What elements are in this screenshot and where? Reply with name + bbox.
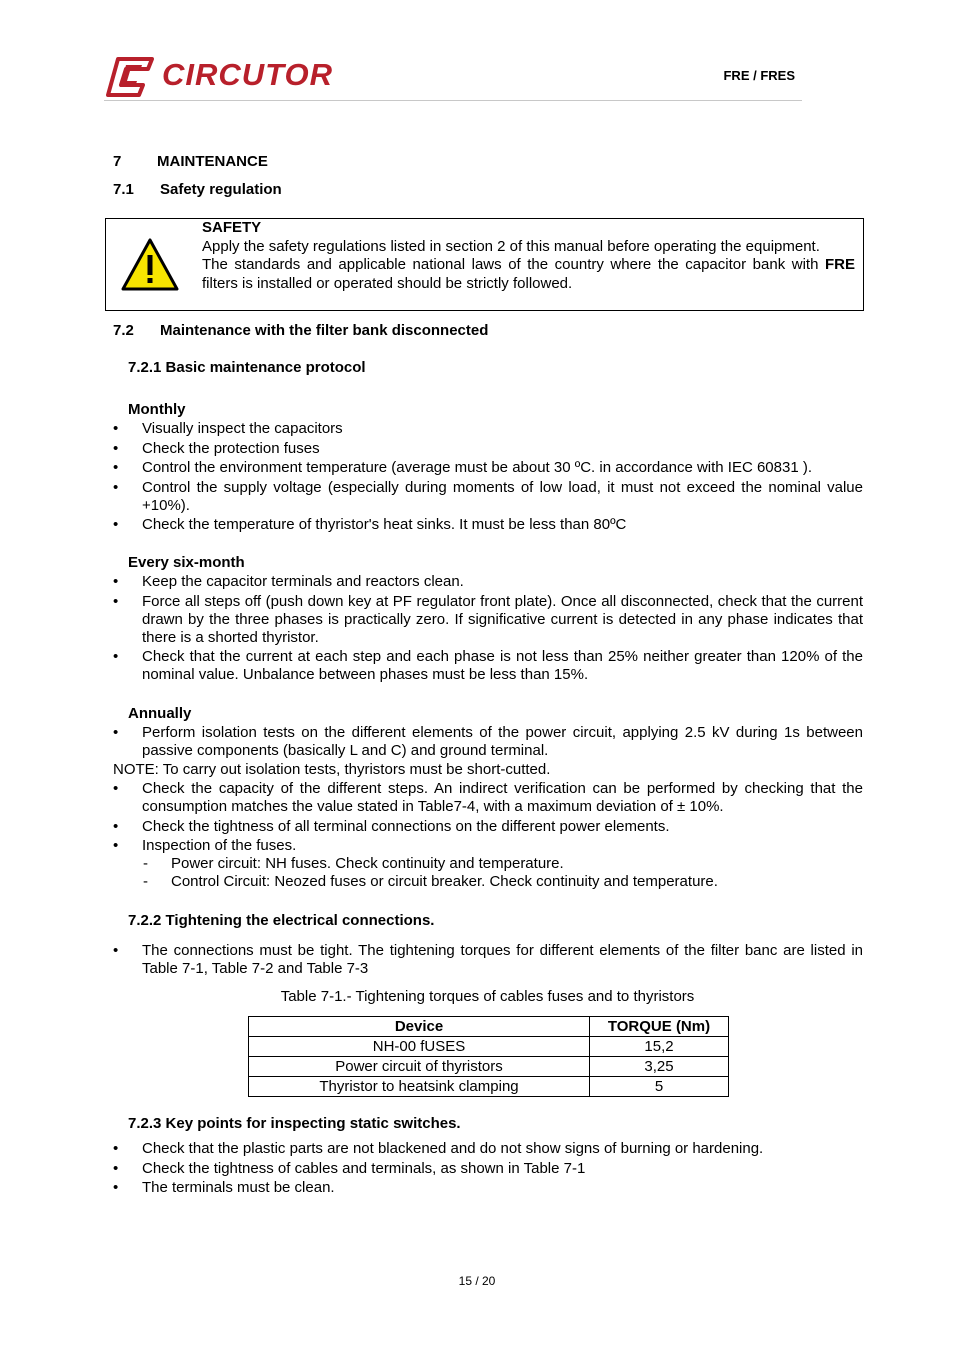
list-item: • Check that the plastic parts are not blackened and do not show signs of burning or hardening.: [113, 1140, 863, 1158]
subsection-7-2-1-title: 7.2.1 Basic maintenance protocol: [128, 359, 366, 376]
subsection-7-1-title: Safety regulation: [160, 181, 282, 198]
table-header-row: [249, 1017, 729, 1037]
subsection-7-2-title: Maintenance with the filter bank disconnected: [160, 322, 489, 339]
sixmonth-heading: Every six-month: [128, 554, 245, 571]
tightening-list: [113, 942, 863, 978]
torque-table: [248, 1016, 729, 1097]
list-item: • Control the supply voltage (especially during moments of low load, it must not exceed the nominal value +10%).: [113, 479, 863, 515]
list-item: • Keep the capacitor terminals and reactors clean.: [113, 573, 863, 591]
table-cell: NH-00 fUSES: [249, 1037, 590, 1057]
table-cell: 3,25: [590, 1057, 729, 1077]
logo-mark-icon: [104, 55, 156, 99]
table-row: [249, 1077, 729, 1097]
table-caption: Table 7-1.- Tightening torques of cables fuses and to thyristors: [280, 988, 695, 1005]
isolation-note: NOTE: To carry out isolation tests, thyristors must be short-cutted.: [113, 760, 551, 778]
circutor-logo: [104, 55, 344, 99]
list-item: • The terminals must be clean.: [113, 1179, 863, 1197]
list-item: • Check that the current at each step and each phase is not less than 25% neither greater than 120% of the nominal value. Unbalance between phases must be less than 15%.: [113, 648, 863, 684]
safety-line-1: Apply the safety regulations listed in section 2 of this manual before operating the equipment.: [202, 237, 820, 255]
section-number: 7: [113, 153, 122, 170]
document-code: FRE / FRES: [723, 68, 795, 83]
subsection-7-2-number: 7.2: [113, 322, 134, 339]
table-row: [249, 1057, 729, 1077]
header-divider: [104, 100, 802, 101]
annually-heading: Annually: [128, 705, 192, 722]
safety-line-2: The standards and applicable national laws of the country where the capacitor bank with FRE filters is installed or operated should be strictly followed.: [202, 256, 855, 292]
table-header-device: Device: [249, 1017, 590, 1037]
subsection-7-2-3-title: 7.2.3 Key points for inspecting static switches.: [128, 1115, 461, 1132]
sub-list-item: - Control Circuit: Neozed fuses or circuit breaker. Check continuity and temperature.: [113, 873, 863, 891]
subsection-7-2-2-title: 7.2.2 Tightening the electrical connections.: [128, 912, 435, 929]
list-item: • Control the environment temperature (average must be about 30 ºC. in accordance with IEC 60831 ).: [113, 459, 863, 477]
static-switch-list: [113, 1140, 863, 1197]
safety-title: SAFETY: [202, 219, 262, 236]
list-item: • Perform isolation tests on the different elements of the power circuit, applying 2.5 kV during 1s between passive components (basically L and C) and ground terminal.: [113, 724, 863, 760]
section-title: MAINTENANCE: [157, 153, 268, 170]
table-cell: Power circuit of thyristors: [249, 1057, 590, 1077]
list-item: • Inspection of the fuses.: [113, 837, 863, 855]
list-item: • Visually inspect the capacitors: [113, 420, 863, 438]
list-item: • Check the protection fuses: [113, 440, 863, 458]
annually-list: [113, 724, 863, 891]
list-item: • Check the temperature of thyristor's heat sinks. It must be less than 80ºC: [113, 516, 863, 534]
list-item: • Check the tightness of all terminal connections on the different power elements.: [113, 818, 863, 836]
list-item: • Check the tightness of cables and terminals, as shown in Table 7-1: [113, 1160, 863, 1178]
list-item: • Check the capacity of the different steps. An indirect verification can be performed by checking that the consumption matches the value stated in Table7-4, with a maximum deviation of ± 10%.: [113, 780, 863, 816]
table-cell: 15,2: [590, 1037, 729, 1057]
sixmonth-list: [113, 573, 863, 684]
table-cell: 5: [590, 1077, 729, 1097]
safety-fre: FRE: [825, 256, 855, 273]
logo-text: CIRCUTOR: [162, 57, 334, 92]
monthly-heading: Monthly: [128, 401, 186, 418]
monthly-list: [113, 420, 863, 534]
sub-list-item: - Power circuit: NH fuses. Check continuity and temperature.: [113, 855, 863, 873]
safety-text: [202, 219, 855, 293]
page-number: 15 / 20: [458, 1274, 496, 1288]
warning-icon: [120, 237, 180, 293]
table-header-torque: TORQUE (Nm): [590, 1017, 729, 1037]
list-item: • The connections must be tight. The tightening torques for different elements of the filter banc are listed in Table 7-1, Table 7-2 and Table 7-3: [113, 942, 863, 978]
subsection-7-1-number: 7.1: [113, 181, 134, 198]
table-cell: Thyristor to heatsink clamping: [249, 1077, 590, 1097]
table-row: [249, 1037, 729, 1057]
list-item: • Force all steps off (push down key at PF regulator front plate). Once all disconnected, check that the current drawn by the three phases is practically zero. If significative current is detected in any phase indicates that there is a shorted thyristor.: [113, 593, 863, 647]
